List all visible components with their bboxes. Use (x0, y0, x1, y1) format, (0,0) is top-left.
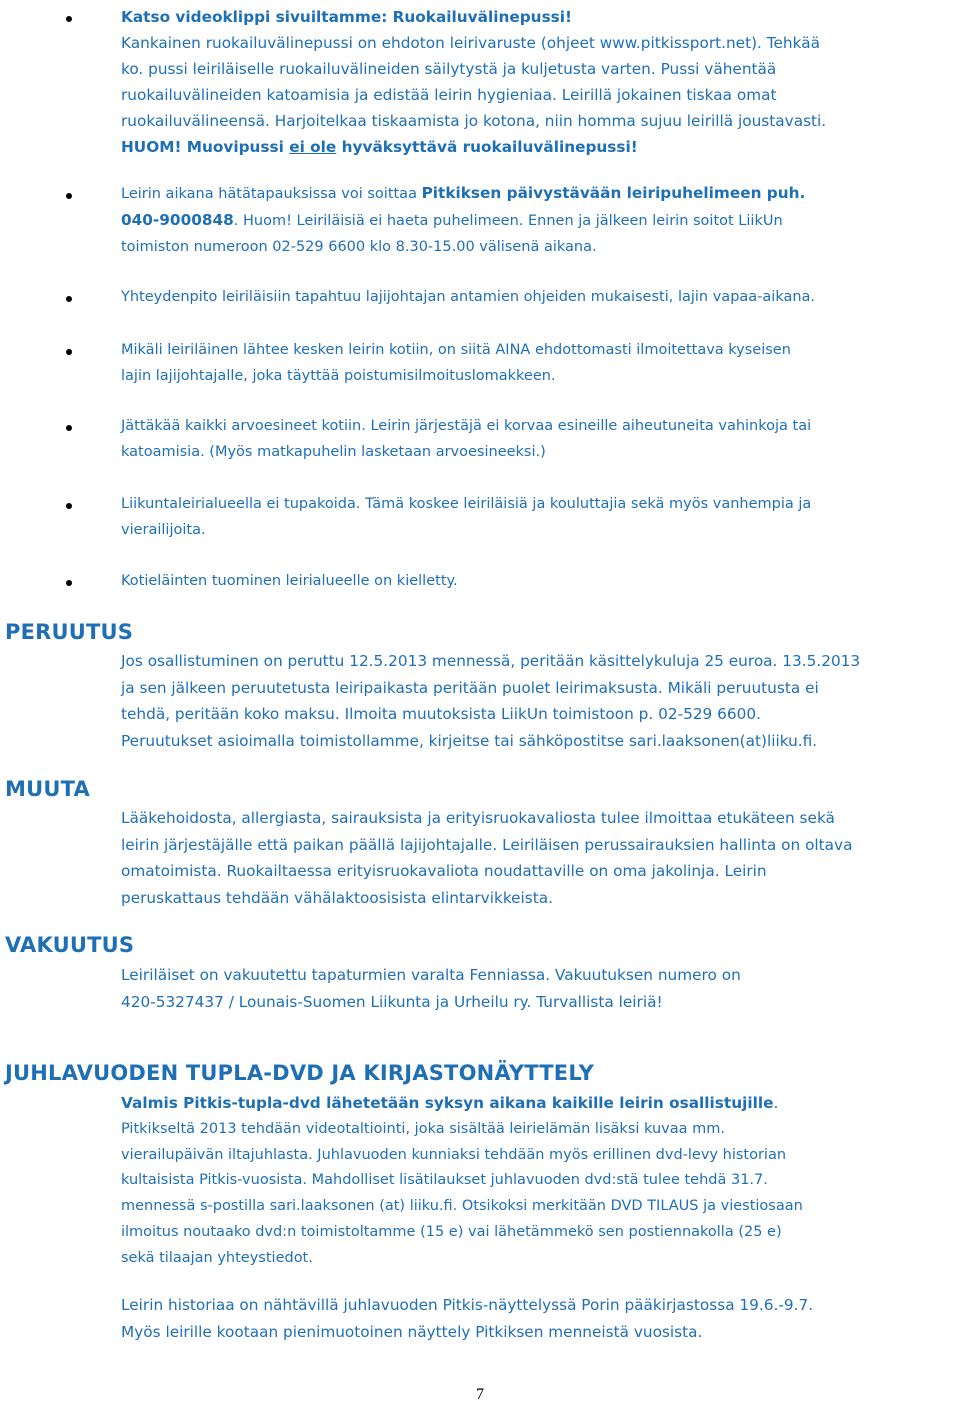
text-line: Jos osallistuminen on peruttu 12.5.2013 mennessä, peritään käsittelykuluja 25 euroa. 13.5.2013 (121, 652, 861, 670)
huom-underlined: ei ole (289, 138, 337, 156)
bullet-dot (66, 16, 72, 22)
text-line: peruskattaus tehdään vähälaktoosisista elintarvikkeista. (121, 888, 553, 907)
phone-number: 040-9000848 (121, 211, 234, 229)
bullet-item-arvoesineet (121, 413, 950, 465)
text-line: Kankainen ruokailuvälinepussi on ehdoton leirivaruste (ohjeet www.pitkissport.net). Tehkää (121, 34, 820, 52)
lead-line (121, 1091, 954, 1117)
text-line: Kotieläinten tuominen leirialueelle on kielletty. (121, 573, 458, 589)
text-line: vierailijoita. (121, 522, 206, 538)
bullet-dot (66, 193, 72, 199)
text-line: Mikäli leiriläinen lähtee kesken leirin kotiin, on siitä AINA ehdottomasti ilmoitettava kyseisen (121, 342, 791, 358)
bullet-title: Katso videoklippi sivuiltamme: Ruokailuvälinepussi! (121, 8, 572, 26)
heading-juhlavuoden-dvd: JUHLAVUODEN TUPLA-DVD JA KIRJASTONÄYTTELY (5, 1061, 595, 1085)
text-line: Leiriläiset on vakuutettu tapaturmien varalta Fenniassa. Vakuutuksen numero on (121, 966, 741, 984)
text-line: vierailupäivän iltajuhlasta. Juhlavuoden kunniaksi tehdään myös erillinen dvd-levy historian (121, 1146, 787, 1163)
text-line: ja sen jälkeen peruutetusta leiripaikasta peritään puolet leirimaksusta. Mikäli peruutusta ei (121, 678, 819, 697)
text-line: Yhteydenpito leiriläisiin tapahtuu lajijohtajan antamien ohjeiden mukaisesti, lajin vapaa-aikana. (121, 289, 816, 305)
bullet-item-ruokailuvalinepussi (121, 4, 950, 160)
section-vakuutus (121, 962, 954, 1015)
bullet-item-yhteydenpito (121, 284, 950, 310)
section-nayttely (121, 1292, 954, 1345)
text-span: . Huom! Leiriläisiä ei haeta puhelimeen. Ennen ja jälkeen leirin soitot LiikUn (233, 213, 783, 229)
text-line: Pitkikseltä 2013 tehdään videotaltiointi, joka sisältää leirielämän lisäksi kuvaa mm. (121, 1120, 725, 1137)
text-line: toimiston numeroon 02-529 6600 klo 8.30-15.00 välisenä aikana. (121, 239, 597, 255)
text-line: omatoimista. Ruokailtaessa erityisruokavaliota noudattaville on oma jakolinja. Leirin (121, 862, 767, 880)
lead-end: . (773, 1094, 779, 1112)
page-number: 7 (476, 1386, 484, 1403)
section-muuta (121, 805, 954, 911)
bullet-dot (66, 503, 72, 509)
text-line: Lääkehoidosta, allergiasta, sairauksista ja erityisruokavaliosta tulee ilmoittaa etukäteen sekä (121, 809, 835, 827)
text-line: Leirin historiaa on nähtävillä juhlavuoden Pitkis-näyttelyssä Porin pääkirjastossa 19.6.-9.7. (121, 1296, 814, 1314)
huom-text-end: hyväksyttävä ruokailuvälinepussi! (336, 138, 638, 156)
section-peruutus (121, 648, 954, 754)
text-line: leirin järjestäjälle että paikan päällä lajijohtajalle. Leiriläisen perussairauksien hallinta on oltava (121, 835, 853, 854)
text-line (121, 207, 950, 234)
text-line: lajin lajijohtajalle, joka täyttää poistumisilmoituslomakkeen. (121, 368, 556, 384)
bullet-item-kotielaimet (121, 568, 950, 594)
text-line: mennessä s-postilla sari.laaksonen (at) liiku.fi. Otsikoksi merkitään DVD TILAUS ja viestiosaan (121, 1198, 803, 1215)
bullet-dot (66, 349, 72, 355)
text-line: Jättäkää kaikki arvoesineet kotiin. Leirin järjestäjä ei korvaa esineille aiheutuneita vahinkoja tai (121, 418, 812, 434)
text-line: ko. pussi leiriläiselle ruokailuvälineiden säilytystä ja kuljetusta varten. Pussi vähentää (121, 60, 777, 78)
text-line: ilmoitus noutaako dvd:n toimistoltamme (15 e) vai lähetämmekö sen postiennakolla (25 e) (121, 1223, 782, 1240)
bullet-dot (66, 580, 72, 586)
huom-text: HUOM! Muovipussi (121, 138, 290, 156)
heading-vakuutus: VAKUUTUS (5, 933, 135, 957)
text-line: sekä tilaajan yhteystiedot. (121, 1249, 313, 1266)
bullet-item-poistuminen (121, 337, 950, 389)
text-line: Peruutukset asioimalla toimistollamme, kirjeitse tai sähköpostitse sari.laaksonen(at)liiku.fi. (121, 731, 818, 750)
heading-muuta: MUUTA (5, 777, 90, 801)
bullet-dot (66, 425, 72, 431)
bullet-item-hatapuhelin (121, 180, 950, 260)
text-line: 420-5327437 / Lounais-Suomen Liikunta ja Urheilu ry. Turvallista leiriä! (121, 992, 663, 1011)
bullet-dot (66, 296, 72, 302)
lead-text: Valmis Pitkis-tupla-dvd lähetetään syksyn aikana kaikille leirin osallistujille (121, 1094, 774, 1112)
section-juhlavuoden-dvd (121, 1091, 954, 1272)
bullet-item-tupakointi (121, 491, 950, 543)
text-line (121, 180, 950, 207)
huom-line (121, 134, 950, 160)
text-span: Leirin aikana hätätapauksissa voi soittaa (121, 186, 422, 202)
text-line: Liikuntaleirialueella ei tupakoida. Tämä koskee leiriläisiä ja kouluttajia sekä myös vanhempia ja (121, 496, 812, 512)
phone-emphasis: Pitkiksen päivystävään leiripuhelimeen puh. (421, 184, 806, 202)
text-line: ruokailuvälineensä. Harjoitelkaa tiskaamista jo kotona, niin homma sujuu leirillä joustavasti. (121, 112, 827, 130)
heading-peruutus: PERUUTUS (5, 620, 134, 644)
text-line: tehdä, peritään koko maksu. Ilmoita muutoksista LiikUn toimistoon p. 02-529 6600. (121, 705, 761, 723)
text-line: Myös leirille kootaan pienimuotoinen näyttely Pitkiksen menneistä vuosista. (121, 1322, 703, 1341)
text-line: katoamisia. (Myös matkapuhelin lasketaan arvoesineeksi.) (121, 444, 546, 460)
text-line: kultaisista Pitkis-vuosista. Mahdolliset lisätilaukset juhlavuoden dvd:stä tulee tehdä 31.7. (121, 1172, 768, 1189)
text-line: ruokailuvälineiden katoamisia ja edistää leirin hygieniaa. Leirillä jokainen tiskaa omat (121, 86, 777, 104)
